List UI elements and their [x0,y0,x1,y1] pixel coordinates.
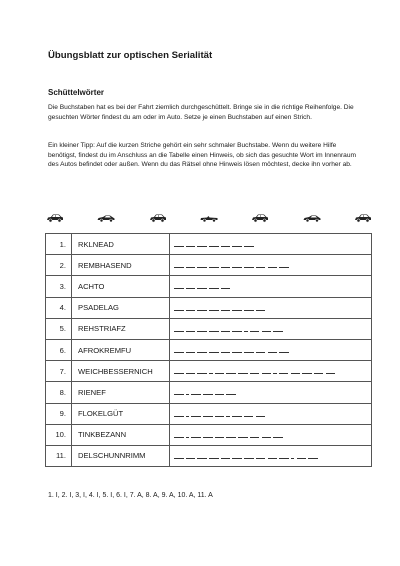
scrambled-word: REHSTRIAFZ [72,318,170,339]
letter-blank [244,352,254,353]
letter-blank [186,373,196,374]
letter-blank [279,458,289,459]
letter-blank [314,373,324,374]
letter-blank [186,267,196,268]
sedan-icon [354,213,372,223]
letter-blank [215,416,225,417]
answer-blanks[interactable] [170,297,372,318]
scrambled-word: RIENEF [72,382,170,403]
sports-car-icon [97,213,115,223]
letter-blank [197,310,207,311]
letter-blank [279,267,289,268]
letter-blank [244,267,254,268]
letter-blank [186,288,196,289]
scrambled-word: PSADELAG [72,297,170,318]
letter-blank [226,373,236,374]
letter-blank [174,288,184,289]
table-row [46,339,372,360]
letter-blank [174,458,184,459]
answer-blanks[interactable] [170,361,372,382]
answer-blanks[interactable] [170,424,372,445]
letter-blank [226,437,236,438]
table-row [46,361,372,382]
letter-blank [244,246,254,247]
letter-blank [250,373,260,374]
scrambled-word: RKLNEAD [72,234,170,255]
table-row [46,276,372,297]
letter-blank [215,394,225,395]
letter-blank [215,437,225,438]
section-heading: Schüttelwörter [48,88,105,97]
scrambled-word: AFROKREMFU [72,339,170,360]
letter-blank [215,373,225,374]
letter-blank [209,458,219,459]
letter-blank [186,310,196,311]
letter-blank [302,373,312,374]
letter-blank [244,416,254,417]
letter-blank [197,373,207,374]
letter-blank [186,331,196,332]
letter-blank [221,352,231,353]
row-number: 1. [46,234,72,255]
table-row [46,403,372,424]
letter-blank [291,458,295,459]
row-number: 11. [46,445,72,466]
letter-blank [209,352,219,353]
letter-blank [191,394,201,395]
letter-blank [244,458,254,459]
letter-blank [174,246,184,247]
letter-blank [203,394,213,395]
letter-blank [174,267,184,268]
letter-blank [273,373,277,374]
table-row [46,382,372,403]
scrambled-word: TINKBEZANN [72,424,170,445]
table-row [46,424,372,445]
letter-blank [226,416,230,417]
letter-blank [209,267,219,268]
answer-blanks[interactable] [170,403,372,424]
letter-blank [203,437,213,438]
instructions-paragraph: Die Buchstaben hat es bei der Fahrt ziemlich durchgeschüttelt. Bringe sie in die richtige Reihenfolge. Die gesuchten Wörter findest du am oder im Auto. Setze je einen Buchstaben auf einen Strich. [48,104,354,121]
row-number: 6. [46,339,72,360]
letter-blank [232,331,242,332]
sedan-icon [149,213,167,223]
letter-blank [209,288,219,289]
answer-blanks[interactable] [170,318,372,339]
letter-blank [209,246,219,247]
letter-blank [186,246,196,247]
letter-blank [174,331,184,332]
row-number: 10. [46,424,72,445]
letter-blank [256,416,266,417]
table-row [46,318,372,339]
letter-blank [273,331,283,332]
letter-blank [297,458,307,459]
letter-blank [186,394,190,395]
letter-blank [256,352,266,353]
letter-blank [197,288,207,289]
row-number: 4. [46,297,72,318]
answer-blanks[interactable] [170,445,372,466]
letter-blank [244,331,248,332]
letter-blank [221,267,231,268]
letter-blank [197,246,207,247]
letter-blank [268,267,278,268]
letter-blank [221,310,231,311]
letter-blank [174,310,184,311]
letter-blank [273,437,283,438]
letter-blank [197,267,207,268]
letter-blank [232,458,242,459]
letter-blank [203,416,213,417]
letter-blank [209,373,213,374]
letter-blank [279,373,289,374]
scrambled-word: WEICHBESSERNICH [72,361,170,382]
letter-blank [250,437,260,438]
letter-blank [326,373,336,374]
letter-blank [174,437,184,438]
table-row [46,234,372,255]
letter-blank [232,246,242,247]
scrambled-word: FLOKELGÜT [72,403,170,424]
sedan-icon [251,213,269,223]
letter-blank [226,394,236,395]
letter-blank [197,331,207,332]
answer-hints: 1. I, 2. I, 3, I, 4. I, 5. I, 6. I, 7. A, 8. A, 9. A, 10. A, 11. A [48,492,213,499]
worksheet-title: Übungsblatt zur optischen Serialität [48,50,213,61]
letter-blank [221,288,231,289]
letter-blank [197,352,207,353]
row-number: 7. [46,361,72,382]
letter-blank [221,246,231,247]
letter-blank [174,416,184,417]
hint-paragraph: Ein kleiner Tipp: Auf die kurzen Striche gehört ein sehr schmaler Buchstabe. Wenn du weitere Hilfe benötigst, findest du im Anschluss an die Tabelle einen Hinweis, ob sich das gesuchte Wort im Innenraum des Autos befindet oder außen. Wenn du das Rätsel ohne Hinweis lösen möchtest, decke ihn vorher ab. [48,142,357,169]
letter-blank [186,437,190,438]
letter-blank [308,458,318,459]
letter-blank [221,458,231,459]
answer-blanks[interactable] [170,276,372,297]
letter-blank [232,310,242,311]
car-icon-row [46,211,372,225]
letter-blank [186,416,190,417]
letter-blank [209,331,219,332]
letter-blank [174,373,184,374]
row-number: 3. [46,276,72,297]
letter-blank [238,373,248,374]
letter-blank [232,352,242,353]
letter-blank [191,437,201,438]
letter-blank [244,310,254,311]
answer-blanks[interactable] [170,234,372,255]
letter-blank [221,331,231,332]
row-number: 2. [46,255,72,276]
letter-blank [232,267,242,268]
letter-blank [256,458,266,459]
sedan-icon [46,213,64,223]
letter-blank [174,352,184,353]
answer-blanks[interactable] [170,382,372,403]
scrambled-word: REMBHASEND [72,255,170,276]
table-row [46,445,372,466]
answer-blanks[interactable] [170,255,372,276]
table-row [46,255,372,276]
letter-blank [268,352,278,353]
letter-blank [268,458,278,459]
sports-car-icon [303,213,321,223]
convertible-icon [200,213,218,223]
letter-blank [186,352,196,353]
letter-blank [256,267,266,268]
letter-blank [291,373,301,374]
scrambled-word: ACHTO [72,276,170,297]
letter-blank [209,310,219,311]
letter-blank [256,310,266,311]
row-number: 9. [46,403,72,424]
row-number: 8. [46,382,72,403]
letter-blank [197,458,207,459]
letter-blank [250,331,260,332]
letter-blank [262,331,272,332]
row-number: 5. [46,318,72,339]
letter-blank [186,458,196,459]
answer-blanks[interactable] [170,339,372,360]
scrambled-word: DELSCHUNNRIMM [72,445,170,466]
scrambled-words-table [45,233,372,467]
letter-blank [174,394,184,395]
letter-blank [279,352,289,353]
letter-blank [232,416,242,417]
letter-blank [262,437,272,438]
letter-blank [238,437,248,438]
letter-blank [191,416,201,417]
table-row [46,297,372,318]
letter-blank [262,373,272,374]
